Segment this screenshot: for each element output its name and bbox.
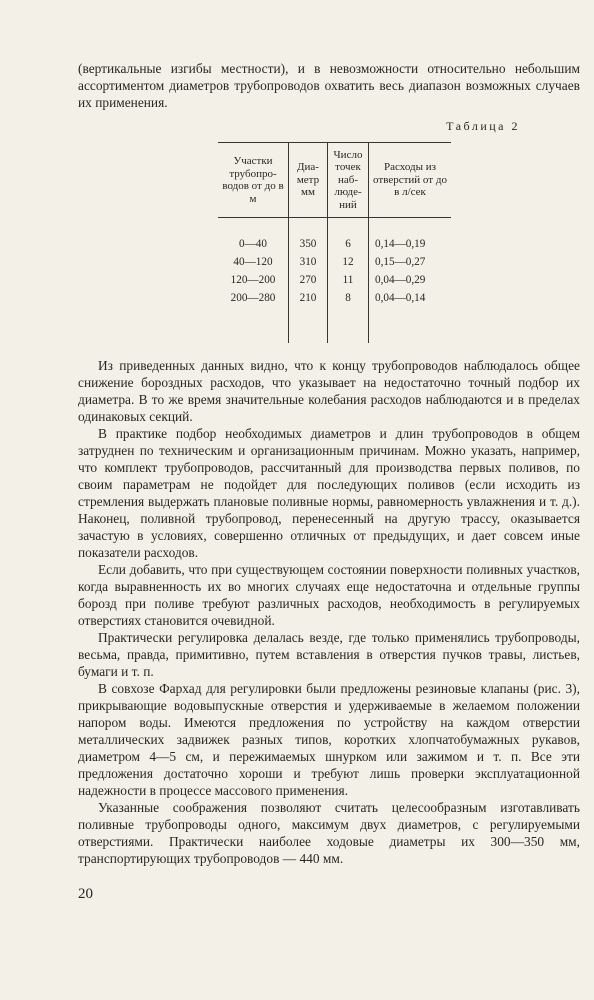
- document-page: [78, 0, 580, 1000]
- header-diameter: Диа-метр мм: [289, 143, 328, 218]
- cell-diameter: 350: [289, 235, 328, 253]
- table-caption: Таблица 2: [446, 119, 520, 133]
- cell-range: 120—200: [218, 271, 289, 289]
- cell-diameter: 270: [289, 271, 328, 289]
- paragraph: В практике подбор необходимых диаметров и длин трубопроводов в общем затруднен по техническим и организационным причинам. Можно указать, например, что комплект трубопроводов, рассчитанный для производства первых поливов, по своим параметрам не подойдет для последующих поливов (если исходить из стремления выдержать плановые поливные нормы, равномерность увлажнения и т. д.). Наконец, поливной трубопровод, перенесенный на другую трассу, оказывается зачастую в условиях, совершенно отличных от предыдущих, и дает совсем иные показатели расходов.: [78, 426, 580, 560]
- paragraph: В совхозе Фархад для регулировки были предложены резиновые клапаны (рис. 3), прикрывающие водовыпускные отверстия и удерживаемые в желаемом положении напором воды. Имеются предложения по устройству на каждом отверстии металлических задвижек разных типов, коротких хлопчатобумажных рукавов, диаметром 4—5 см, и пережимаемых шнурком или зажимом и т. п. Все эти предложения достаточно хороши и требуют лишь проверки эксплуатационной надежности в процессе массового применения.: [78, 681, 580, 798]
- header-sections: Участки трубопро-водов от до в м: [218, 143, 289, 218]
- table-row: [218, 289, 451, 307]
- page-number: 20: [78, 886, 93, 902]
- cell-diameter: 310: [289, 253, 328, 271]
- table-row: [218, 253, 451, 271]
- cell-flow: 0,04—0,29: [375, 273, 426, 286]
- table-header-row: [218, 143, 451, 218]
- data-table: [218, 142, 451, 343]
- header-flow: Расходы из отверстий от до в л/сек: [369, 143, 452, 218]
- paragraph: Указанные соображения позволяют считать целесообразным изготавливать поливные трубопроводы одного, максимум двух диаметров, с регулируемыми отверстиями. Практически наиболее ходовые диаметры их 300—350 мм, транспортирующих трубопроводов — 440 мм.: [78, 800, 580, 866]
- cell-points: 12: [328, 253, 369, 271]
- intro-paragraph: (вертикальные изгибы местности), и в невозможности относительно небольшим ассортиментом диаметров трубопроводов охватить весь диапазон возможных случаев их применения.: [78, 61, 580, 110]
- cell-flow: 0,15—0,27: [375, 255, 426, 268]
- paragraph: Если добавить, что при существующем состоянии поверхности поливных участков, когда выравненность их во многих случаях еще недостаточна и отдельные группы борозд при поливе требуют различных расходов, необходимость в регулируемых отверстиях становится очевидной.: [78, 562, 580, 628]
- table-row: [218, 271, 451, 289]
- cell-flow: 0,04—0,14: [375, 291, 426, 304]
- cell-points: 6: [328, 235, 369, 253]
- cell-flow: 0,14—0,19: [375, 237, 426, 250]
- paragraph: Практически регулировка делалась везде, где только применялись трубопроводы, весьма, правда, примитивно, путем вставления в отверстия пучков травы, листьев, бумаги и т. п.: [78, 630, 580, 679]
- body-text: [78, 357, 580, 867]
- cell-range: 40—120: [218, 253, 289, 271]
- cell-range: 200—280: [218, 289, 289, 307]
- cell-points: 11: [328, 271, 369, 289]
- header-points: Число точек наб-люде-ний: [328, 143, 369, 218]
- cell-points: 8: [328, 289, 369, 307]
- table-row: [218, 235, 451, 253]
- cell-range: 0—40: [218, 235, 289, 253]
- cell-diameter: 210: [289, 289, 328, 307]
- paragraph: Из приведенных данных видно, что к концу трубопроводов наблюдалось общее снижение бороздных расходов, что указывает на недостаточно точный подбор их диаметра. В то же время значительные колебания расходов наблюдаются и в пределах одинаковых секций.: [78, 358, 580, 424]
